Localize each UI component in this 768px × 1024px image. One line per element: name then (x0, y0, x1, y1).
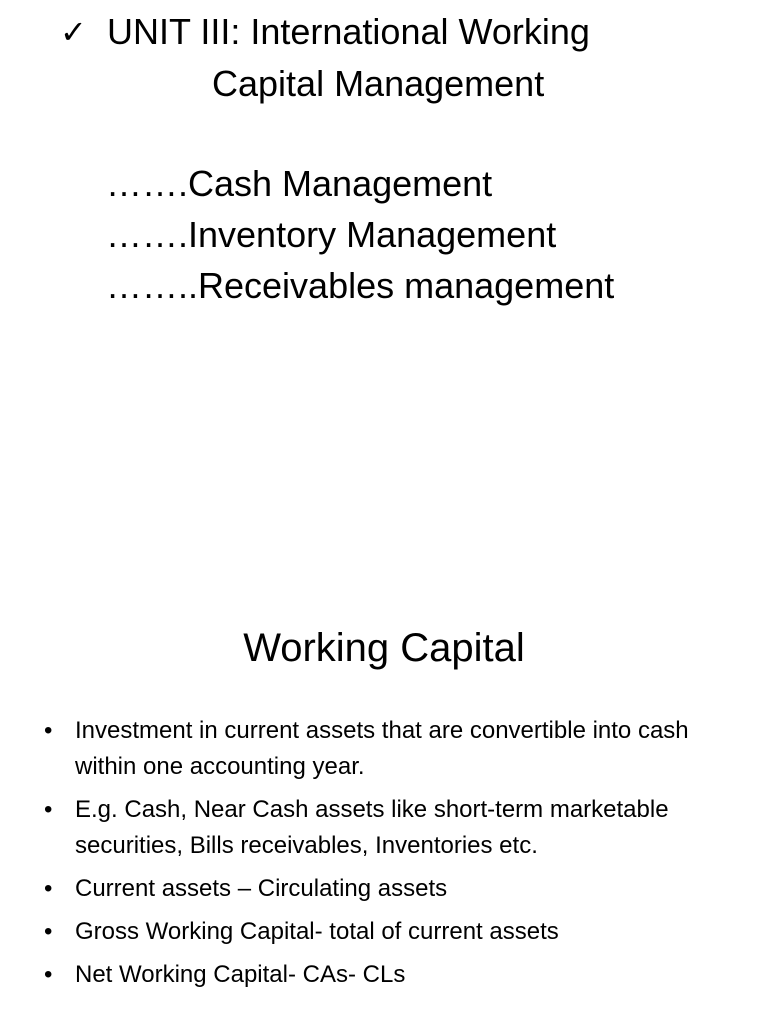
topic-item-cash: …….Cash Management (106, 163, 493, 204)
slide-working-capital (0, 580, 768, 1024)
topic-list (106, 158, 614, 311)
slide-title: Working Capital (243, 626, 525, 670)
bullet-text: E.g. Cash, Near Cash assets like short-term marketable securities, Bills receivables, Inventories etc. (75, 796, 669, 859)
topic-item-receivables: ……..Receivables management (106, 265, 615, 306)
bullet-text: Current assets – Circulating assets (75, 875, 448, 902)
bullet-text: Gross Working Capital- total of current assets (75, 918, 559, 945)
bullet-item (40, 792, 730, 864)
bullet-icon: • (44, 875, 53, 902)
bullet-item (40, 713, 730, 785)
unit-heading-line-2: Capital Management (212, 63, 545, 104)
bullet-item (40, 957, 730, 993)
checkmark-icon: ✓ (60, 14, 87, 50)
bullet-item (40, 914, 730, 950)
bullet-list (40, 713, 730, 1000)
bullet-icon: • (44, 961, 53, 988)
bullet-text: Investment in current assets that are convertible into cash within one accounting year. (75, 717, 689, 780)
bullet-icon: • (44, 796, 53, 823)
bullet-icon: • (44, 717, 53, 744)
bullet-text: Net Working Capital- CAs- CLs (75, 961, 406, 988)
topic-item-inventory: …….Inventory Management (106, 214, 557, 255)
unit-heading-line-1: UNIT III: International Working (107, 11, 590, 52)
bullet-icon: • (44, 918, 53, 945)
bullet-item (40, 871, 730, 907)
